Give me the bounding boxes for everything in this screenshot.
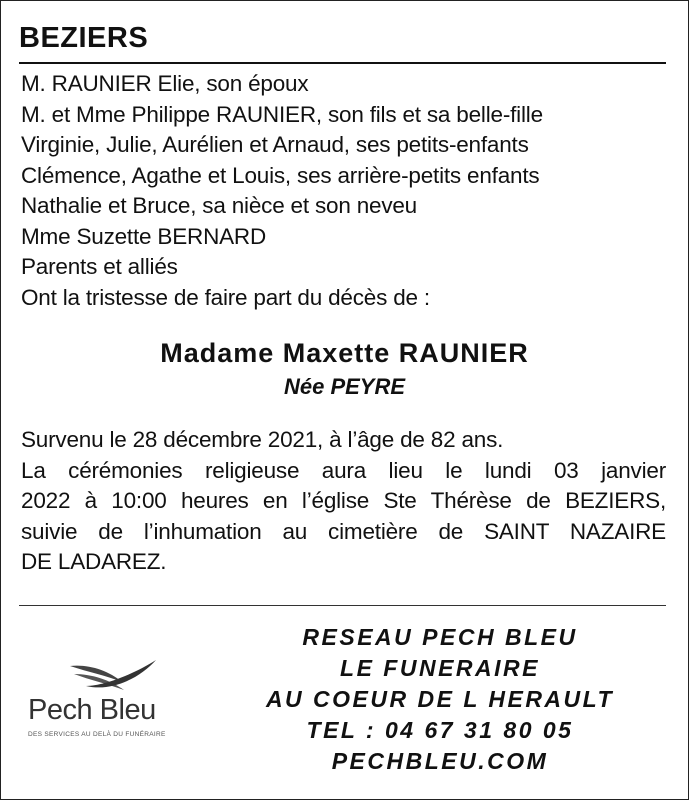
family-line-great-grandchildren: Clémence, Agathe et Louis, ses arrière-petits enfants (21, 162, 540, 188)
network-phone: TEL : 04 67 31 80 05 (306, 717, 574, 743)
family-line-spouse: M. RAUNIER Elie, son époux (21, 71, 309, 96)
details-line-ceremony: La cérémonies religieuse aura lieu le lundi 03 janvier (21, 457, 666, 483)
maiden-name: Née PEYRE (283, 374, 406, 399)
family-line-announcement: Ont la tristesse de faire part du décès de : (21, 284, 430, 310)
ceremony-details (21, 425, 666, 578)
family-list (21, 69, 671, 313)
details-line-death-date: Survenu le 28 décembre 2021, à l’âge de 82 ans. (21, 427, 504, 452)
family-line-relative: Mme Suzette BERNARD (21, 223, 267, 249)
city-heading: BEZIERS (19, 22, 149, 54)
bird-wing-logo-icon (64, 656, 158, 696)
details-line-time-place: 2022 à 10:00 heures en l’église Ste Thérèse de BEZIERS, (21, 488, 666, 513)
bottom-divider (19, 605, 666, 606)
logo-wordmark: Pech Bleu (28, 694, 156, 726)
network-name: RESEAU PECH BLEU (302, 624, 578, 650)
family-line-grandchildren: Virginie, Julie, Aurélien et Arnaud, ses petits-enfants (21, 132, 529, 157)
network-contact-block (210, 622, 670, 777)
details-line-burial-place: DE LADAREZ. (21, 549, 167, 574)
details-line-burial: suivie de l’inhumation au cimetière de SAINT NAZAIRE (21, 518, 666, 544)
network-subtitle: LE FUNERAIRE (340, 655, 540, 681)
family-line-son: M. et Mme Philippe RAUNIER, son fils et sa belle-fille (21, 101, 543, 127)
network-website: PECHBLEU.COM (331, 748, 549, 774)
family-line-niece-nephew: Nathalie et Bruce, sa nièce et son neveu (21, 193, 418, 218)
family-line-relatives: Parents et alliés (21, 254, 178, 279)
network-region: AU COEUR DE L HERAULT (265, 686, 615, 712)
top-divider (19, 62, 666, 64)
deceased-name: Madame Maxette RAUNIER (160, 338, 529, 368)
logo-tagline: DES SERVICES AU DELÀ DU FUNÉRAIRE (28, 731, 166, 738)
pech-bleu-logo (24, 650, 184, 750)
